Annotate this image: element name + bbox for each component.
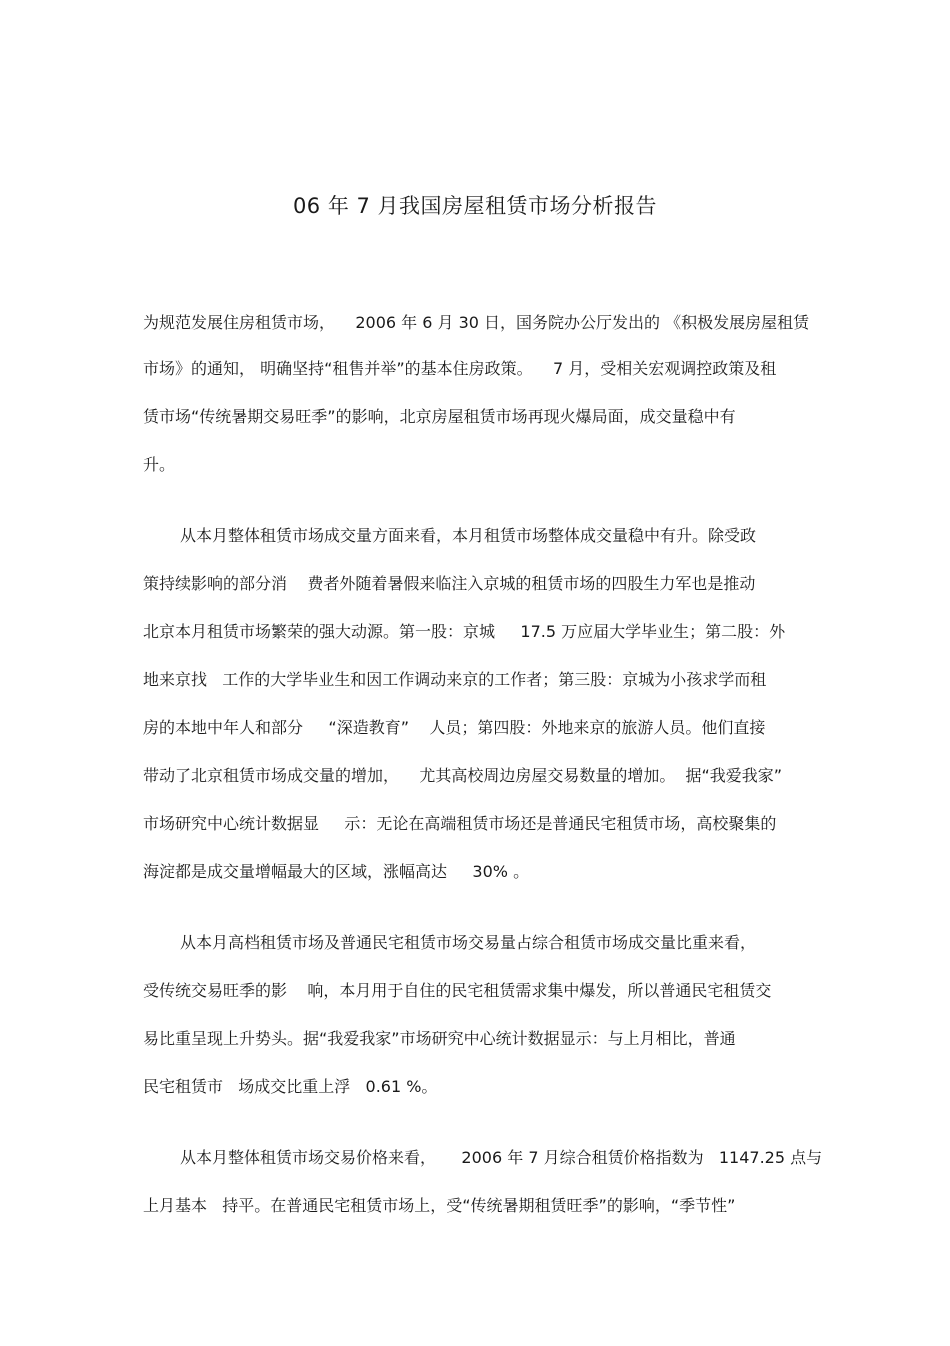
paragraph-line: 房的本地中年人和部分 “深造教育” 人员；第四股：外地来京的旅游人员。他们直接 (143, 718, 766, 737)
document-title: 06 年 7 月我国房屋租赁市场分析报告 (292, 194, 658, 218)
paragraph-line: 海淀都是成交量增幅最大的区域，涨幅高达 30% 。 (143, 862, 530, 881)
paragraph-line: 为规范发展住房租赁市场， 2006 年 6 月 30 日，国务院办公厅发出的 《积极发展房屋租赁 (143, 313, 810, 332)
paragraph-line: 市场研究中心统计数据显 示：无论在高端租赁市场还是普通民宅租赁市场，高校聚集的 (143, 814, 777, 833)
paragraph-line: 上月基本 持平。在普通民宅租赁市场上，受“传统暑期租赁旺季”的影响，“季节性” (143, 1196, 736, 1215)
paragraph-line: 带动了北京租赁市场成交量的增加， 尤其高校周边房屋交易数量的增加。 据“我爱我家” (143, 766, 783, 785)
paragraph-line: 北京本月租赁市场繁荣的强大动源。第一股：京城 17.5 万应届大学毕业生；第二股：外 (143, 622, 786, 641)
paragraph-line: 受传统交易旺季的影 响，本月用于自住的民宅租赁需求集中爆发，所以普通民宅租赁交 (143, 981, 772, 1000)
paragraph-line: 易比重呈现上升势头。据“我爱我家”市场研究中心统计数据显示：与上月相比，普通 (143, 1029, 736, 1048)
paragraph-line: 从本月整体租赁市场成交量方面来看，本月租赁市场整体成交量稳中有升。除受政 (180, 526, 757, 545)
paragraph-line: 从本月高档租赁市场及普通民宅租赁市场交易量占综合租赁市场成交量比重来看， (180, 933, 757, 952)
paragraph-line: 地来京找 工作的大学毕业生和因工作调动来京的工作者；第三股：京城为小孩求学而租 (143, 670, 767, 689)
paragraph-line: 赁市场“传统暑期交易旺季”的影响，北京房屋租赁市场再现火爆局面，成交量稳中有 (143, 407, 736, 426)
paragraph-line: 策持续影响的部分消 费者外随着暑假来临注入京城的租赁市场的四股生力军也是推动 (143, 574, 756, 593)
paragraph-line: 升。 (143, 455, 176, 474)
paragraph-line: 民宅租赁市 场成交比重上浮 0.61 %。 (143, 1077, 438, 1096)
paragraph-line: 从本月整体租赁市场交易价格来看， 2006 年 7 月综合租赁价格指数为 1147.25 点与 (180, 1148, 823, 1167)
paragraph-line: 市场》的通知， 明确坚持“租售并举”的基本住房政策。 7 月，受相关宏观调控政策及租 (143, 359, 777, 378)
